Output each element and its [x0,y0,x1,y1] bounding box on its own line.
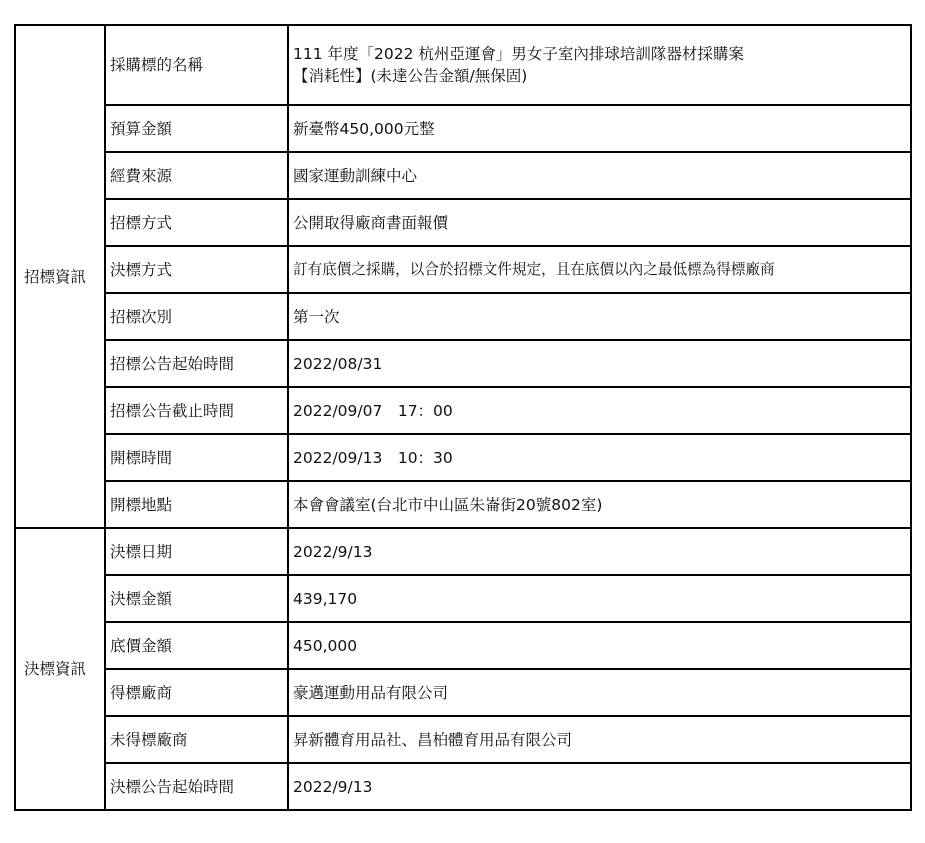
row-value: 新臺幣450,000元整 [288,105,911,152]
table-row [15,528,911,575]
table-row [15,763,911,810]
row-label: 得標廠商 [105,669,288,716]
table-row [15,152,911,199]
row-value: 本會會議室(台北市中山區朱崙街20號802室) [288,481,911,528]
row-value: 2022/9/13 [288,763,911,810]
row-label: 決標方式 [105,246,288,293]
table-body [15,25,911,810]
row-value: 國家運動訓練中心 [288,152,911,199]
table-row [15,716,911,763]
row-value: 公開取得廠商書面報價 [288,199,911,246]
row-label: 經費來源 [105,152,288,199]
row-label: 招標方式 [105,199,288,246]
row-value: 2022/9/13 [288,528,911,575]
table-row [15,434,911,481]
row-label: 開標地點 [105,481,288,528]
row-value [288,25,911,105]
table-row [15,481,911,528]
row-label: 招標公告起始時間 [105,340,288,387]
table-row [15,387,911,434]
row-label: 採購標的名稱 [105,25,288,105]
row-value: 439,170 [288,575,911,622]
row-label: 決標金額 [105,575,288,622]
row-value: 訂有底價之採購，以合於招標文件規定，且在底價以內之最低標為得標廠商 [288,246,911,293]
table-row [15,105,911,152]
value-line: 111 年度「2022 杭州亞運會」男女子室內排球培訓隊器材採購案 [293,45,744,63]
value-line: 【消耗性】(未達公告金額/無保固) [293,67,528,85]
row-value: 豪邁運動用品有限公司 [288,669,911,716]
row-label: 未得標廠商 [105,716,288,763]
row-label: 招標次別 [105,293,288,340]
table-row [15,25,911,105]
row-label: 底價金額 [105,622,288,669]
section-title-award-info: 決標資訊 [15,528,105,810]
table-row [15,293,911,340]
row-label: 決標日期 [105,528,288,575]
row-value: 2022/09/07 17：00 [288,387,911,434]
table-row [15,669,911,716]
table-row [15,340,911,387]
section-title-tender-info: 招標資訊 [15,25,105,528]
row-value: 2022/08/31 [288,340,911,387]
row-label: 開標時間 [105,434,288,481]
row-label: 招標公告截止時間 [105,387,288,434]
row-label: 預算金額 [105,105,288,152]
row-value: 450,000 [288,622,911,669]
table-row [15,575,911,622]
row-label: 決標公告起始時間 [105,763,288,810]
table-row [15,246,911,293]
table-row [15,622,911,669]
table-row [15,199,911,246]
row-value: 第一次 [288,293,911,340]
procurement-notice-table [14,24,912,811]
row-value: 昇新體育用品社、昌柏體育用品有限公司 [288,716,911,763]
row-value: 2022/09/13 10：30 [288,434,911,481]
